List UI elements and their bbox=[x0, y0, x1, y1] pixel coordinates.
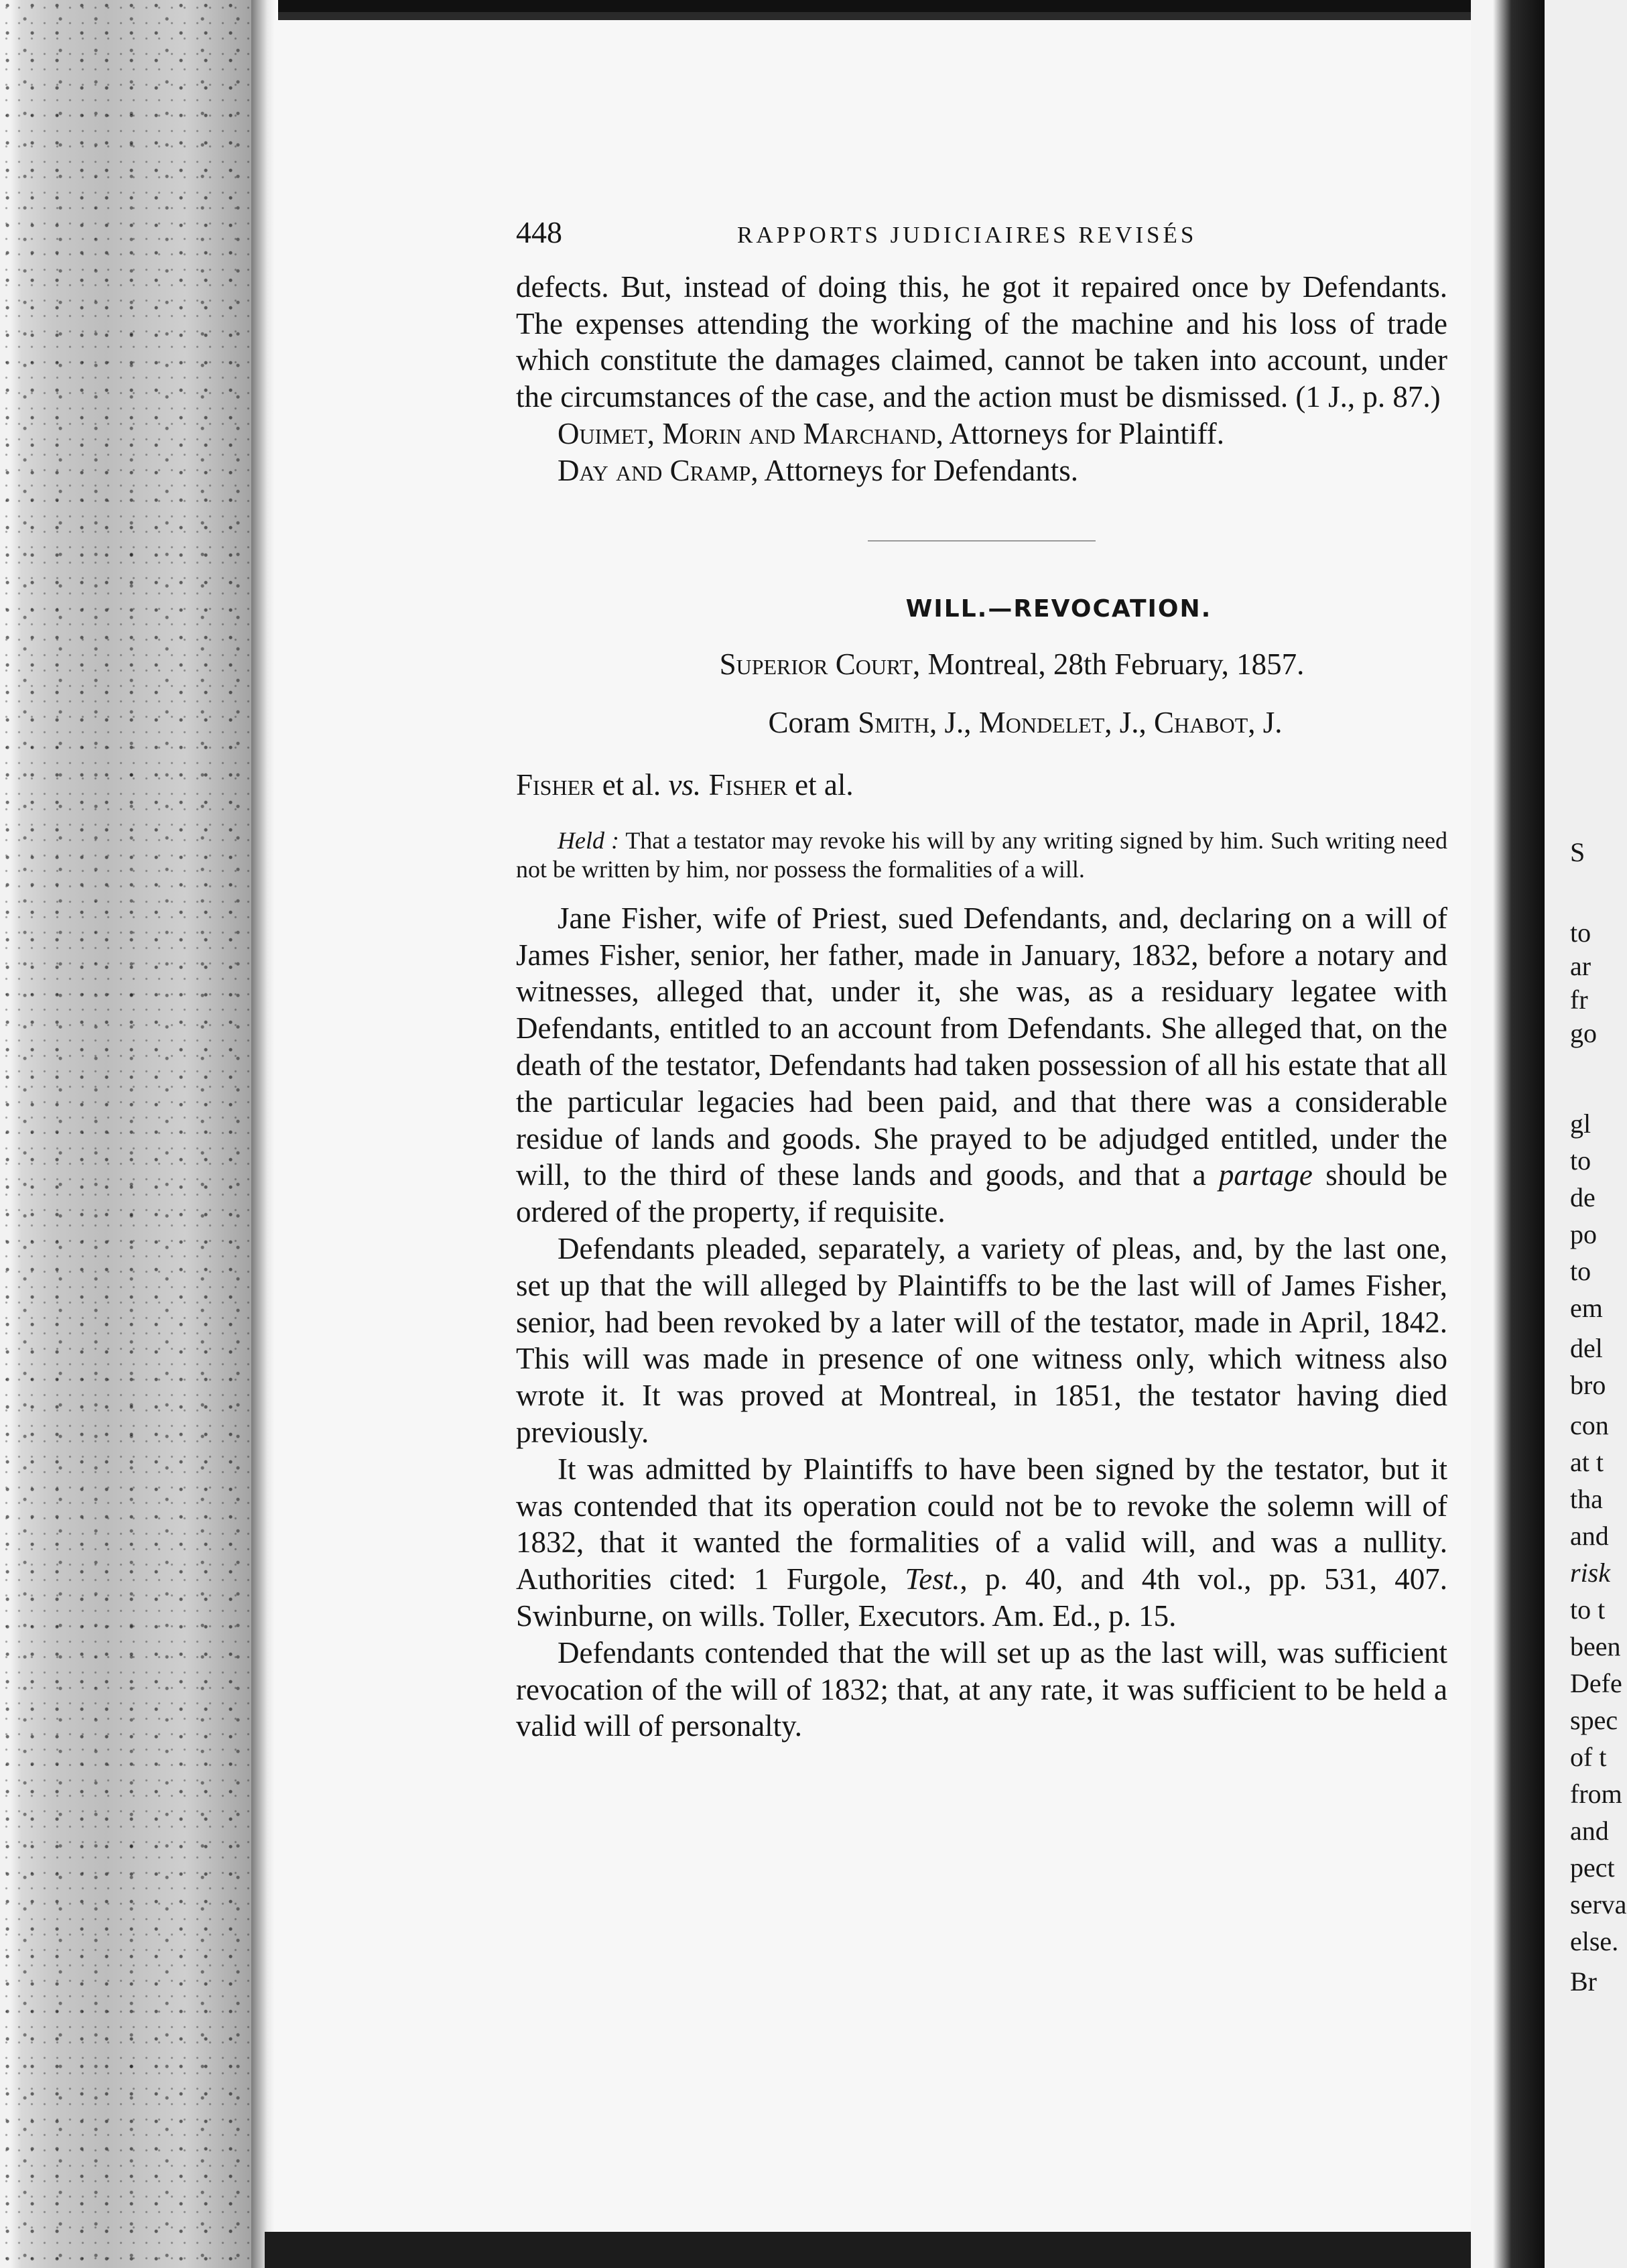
facing-page-fragment: been bbox=[1570, 1631, 1621, 1661]
facing-page-fragment: to bbox=[1570, 918, 1591, 948]
facing-page-fragment: to bbox=[1570, 1145, 1591, 1176]
judge-name: Smith bbox=[858, 706, 929, 740]
paragraph-3-text-end: , p. 40, and 4th vol., pp. 531, 407. Swinburne, on wills. Toller, Executors. Am. Ed., p. 15. bbox=[516, 1562, 1448, 1633]
attorneys-for-defendants bbox=[516, 452, 1447, 489]
party-etal: et al. bbox=[594, 767, 669, 802]
paragraph-3-text: It was admitted by Plaintiffs to have been signed by the testator, but it was contended that its operation could not be to revoke the solemn will of 1832, that it wanted the formalities of a valid will, and was a nullity. Authorities cited: 1 Furgole, bbox=[516, 1452, 1447, 1596]
held-label: Held : bbox=[558, 826, 619, 854]
paragraph-4: Defendants contended that the will set up as the last will, was sufficient revocation of the will of 1832; that, at any rate, it was sufficient to be held a valid will of personalty. bbox=[516, 1635, 1447, 1743]
facing-page-fragment: to bbox=[1570, 1256, 1591, 1286]
held-text: That a testator may revoke his will by any writing signed by him. Such writing need not be written by him, nor possess the formalities of a will. bbox=[516, 826, 1447, 883]
facing-page-fragment: from bbox=[1570, 1779, 1622, 1809]
facing-page-fragment: and bbox=[1570, 1816, 1609, 1846]
facing-page-fragment: and bbox=[1570, 1521, 1609, 1551]
facing-page-fragment: bro bbox=[1570, 1370, 1606, 1400]
page-fold-shadow bbox=[251, 0, 278, 2268]
facing-page-fragment: del bbox=[1570, 1333, 1603, 1363]
case-title: WILL.—REVOCATION. bbox=[905, 594, 1212, 623]
scan-bottom-border bbox=[265, 2232, 1504, 2268]
facing-page-fragment: fr bbox=[1570, 985, 1588, 1015]
case-parties bbox=[516, 767, 1447, 804]
paragraph-1-text: Jane Fisher, wife of Priest, sued Defendants, and, declaring on a will of James Fisher, senior, her father, made in January, 1832, before a notary and witnesses, alleged that, under it, she was, as a residuary legatee with Defendants, entitled to an account from Defendants. She alleged that, on the death of the testator, Defendants had taken possession of all his estate that all the particular legacies had been paid, and that there was a considerable residue of lands and goods. She prayed to be adjudged entitled, under the will, to the third of these lands and goods, and that a bbox=[516, 901, 1447, 1192]
defendant-attorney-role: , Attorneys for Defendants. bbox=[751, 453, 1078, 487]
facing-page-fragment: else. bbox=[1570, 1926, 1619, 1956]
coram-label: Coram bbox=[768, 706, 858, 740]
facing-page bbox=[1545, 0, 1627, 2268]
paragraph-2: Defendants pleaded, separately, a variety of pleas, and, by the last one, set up that the will alleged by Plaintiffs to be the last will of James Fisher, senior, had been revoked by a later will of the testator, made in April, 1842. This will was made in presence of one witness only, which witness also wrote it. It was proved at Montreal, in 1851, the testator having died previously. bbox=[516, 1231, 1447, 1449]
judge-name: Chabot bbox=[1154, 706, 1248, 740]
paragraph-3 bbox=[516, 1451, 1447, 1635]
judge-suffix: , J., bbox=[929, 706, 979, 740]
court-name: Superior Court bbox=[719, 647, 913, 682]
paragraph-1-text-end: should be ordered of the property, if requisite. bbox=[516, 1158, 1447, 1229]
judge-suffix: , J. bbox=[1248, 706, 1283, 740]
running-head bbox=[516, 214, 1447, 254]
facing-page-fragment: pect bbox=[1570, 1852, 1615, 1883]
facing-page-fragment: to t bbox=[1570, 1594, 1606, 1625]
page-number: 448 bbox=[516, 215, 562, 249]
running-head-title: RAPPORTS JUDICIAIRES REVISÉS bbox=[737, 222, 1197, 248]
paragraph-1-italic: partage bbox=[1218, 1158, 1313, 1192]
party-etal: et al. bbox=[787, 767, 854, 802]
judge-suffix: , J., bbox=[1104, 706, 1155, 740]
page-text bbox=[516, 214, 1447, 1745]
facing-page-fragment: con bbox=[1570, 1410, 1609, 1440]
section-divider bbox=[868, 540, 1096, 542]
attorneys-for-plaintiff bbox=[516, 416, 1447, 452]
facing-page-fragment: po bbox=[1570, 1219, 1597, 1249]
plaintiff-attorney-role: , Attorneys for Plaintiff. bbox=[935, 416, 1225, 450]
facing-page-fragment: serva bbox=[1570, 1889, 1627, 1919]
versus: vs. bbox=[668, 767, 702, 802]
facing-page-fragment: de bbox=[1570, 1182, 1596, 1212]
headnote-held bbox=[516, 826, 1447, 884]
defendant-attorney-names: Day and Cramp bbox=[558, 453, 751, 487]
facing-page-fragment: of t bbox=[1570, 1742, 1607, 1772]
plaintiff-attorney-names: Ouimet, Morin and Marchand bbox=[558, 416, 936, 450]
facing-page-fragment: S bbox=[1570, 837, 1585, 867]
paragraph-1 bbox=[516, 900, 1447, 1231]
party-name: Fisher bbox=[516, 767, 595, 802]
facing-page-fragment: ar bbox=[1570, 951, 1591, 981]
facing-page-fragment: spec bbox=[1570, 1705, 1618, 1735]
facing-page-fragment: Defe bbox=[1570, 1668, 1622, 1698]
court-line bbox=[516, 646, 1447, 683]
facing-page-fragment: gl bbox=[1570, 1109, 1591, 1139]
facing-page-fragment: tha bbox=[1570, 1484, 1603, 1514]
facing-page-fragment: at t bbox=[1570, 1447, 1604, 1477]
judge-name: Mondelet bbox=[978, 706, 1105, 740]
court-place-date: , Montreal, 28th February, 1857. bbox=[912, 647, 1305, 682]
facing-page-fragment: Br bbox=[1570, 1966, 1597, 1997]
paragraph-3-italic: Test. bbox=[905, 1562, 960, 1596]
facing-page-fragment: risk bbox=[1570, 1558, 1610, 1588]
prior-case-closing-paragraph: defects. But, instead of doing this, he got it repaired once by Defendants. The expenses attending the working of the machine and his loss of trade which constitute the damages claimed, cannot be taken into account, under the circumstances of the case, and the action must be dismissed. (1 J., p. 87.) bbox=[516, 269, 1447, 414]
judges-line bbox=[516, 704, 1447, 741]
facing-page-fragment: em bbox=[1570, 1293, 1603, 1323]
facing-page-fragment: go bbox=[1570, 1018, 1597, 1048]
party-name: Fisher bbox=[701, 767, 787, 802]
book-page-edges bbox=[0, 0, 265, 2268]
book-gutter bbox=[1471, 0, 1545, 2268]
